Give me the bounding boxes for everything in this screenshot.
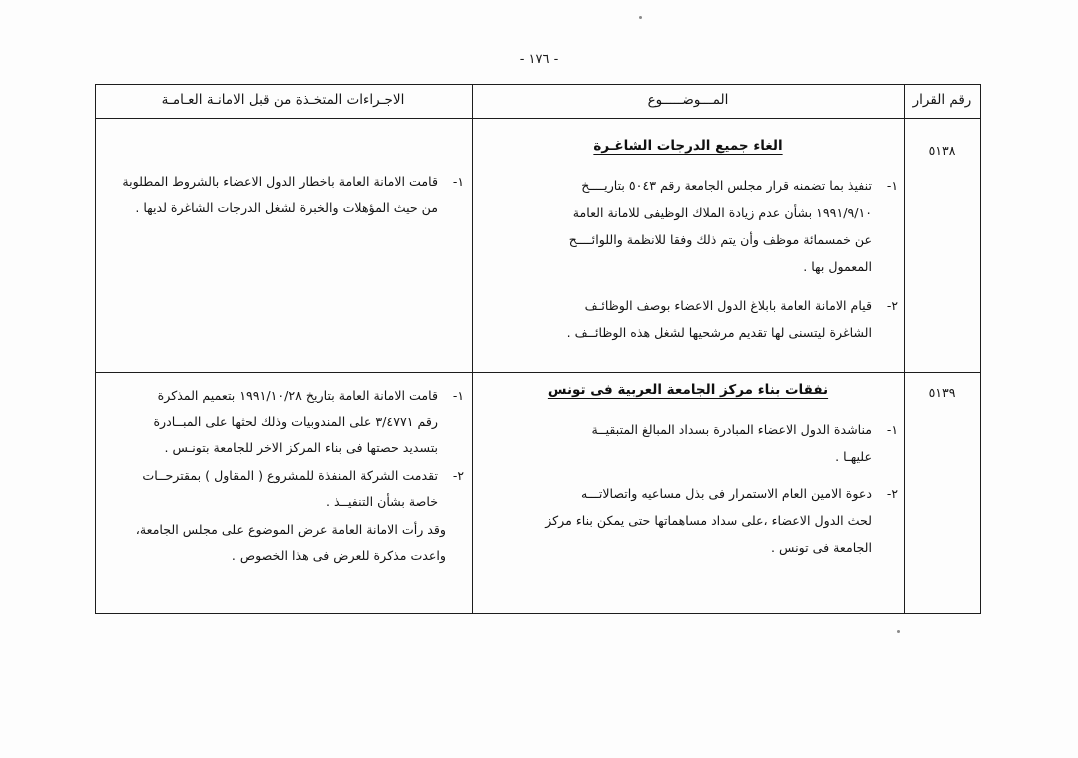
column-decision-number bbox=[904, 85, 980, 613]
row-divider bbox=[96, 372, 980, 373]
table-row-2-decision-number: ٥١٣٩ bbox=[928, 385, 956, 400]
list-item bbox=[106, 383, 464, 461]
table-row-1-subject-title: الغاء جميع الدرجات الشاغـرة bbox=[593, 138, 783, 154]
table-row-1-actions bbox=[106, 169, 464, 229]
page-number: - ١٧٦ - bbox=[519, 52, 559, 67]
list-line: عليهـا . bbox=[835, 449, 872, 464]
list-line: الشاغرة ليتسنى لها تقديم مرشحيها لشغل هذه الوظائــف . bbox=[566, 325, 872, 340]
list-line: خاصة بشأن التنفيــذ . bbox=[325, 494, 438, 509]
list-item bbox=[106, 517, 464, 569]
header-cell-decision bbox=[904, 85, 980, 118]
list-line: المعمول بها . bbox=[803, 259, 872, 274]
table-row-2-subject-list bbox=[478, 416, 898, 561]
list-line: ١٩٩١/٩/١٠ بشأن عدم زيادة الملاك الوظيفى للامانة العامة bbox=[572, 205, 872, 220]
list-marker: ٢- bbox=[886, 486, 898, 501]
table-row-1-subject-list bbox=[478, 172, 898, 346]
table-row-2-subject-title: نفقات بناء مركز الجامعة العربية فى تونس bbox=[547, 382, 829, 398]
list-line: عن خمسمائة موظف وأن يتم ذلك وفقا للانظمة واللوائــــح bbox=[568, 232, 872, 247]
header-divider bbox=[96, 118, 980, 119]
header-cell-actions bbox=[94, 85, 472, 118]
list-item bbox=[106, 169, 464, 221]
list-line: مناشدة الدول الاعضاء المبادرة بسداد المبالغ المتبقيــة bbox=[591, 422, 872, 437]
table-row-1-actions-list bbox=[106, 169, 464, 221]
header-cell-subject bbox=[472, 85, 904, 118]
list-line: من حيث المؤهلات والخبرة لشغل الدرجات الشاغرة لديها . bbox=[135, 200, 438, 215]
list-line: الجامعة فى تونس . bbox=[771, 540, 872, 555]
list-item bbox=[478, 480, 898, 561]
table-row-1-decision-number: ٥١٣٨ bbox=[928, 143, 956, 158]
scan-speck bbox=[897, 630, 900, 633]
list-marker: ١- bbox=[886, 422, 898, 437]
list-item bbox=[478, 416, 898, 470]
list-marker: ٢- bbox=[886, 298, 898, 313]
decisions-table bbox=[95, 84, 981, 614]
list-marker: ٢- bbox=[452, 468, 464, 483]
table-row-2-actions-list bbox=[106, 383, 464, 569]
list-marker: ١- bbox=[452, 388, 464, 403]
list-line: رقم ٣/٤٧٧١ على المندوبيات وذلك لحثها على المبــادرة bbox=[153, 414, 438, 429]
list-line: بتسديد حصتها فى بناء المركز الاخر للجامعة بتونـس . bbox=[164, 440, 438, 455]
list-line: قامت الامانة العامة باخطار الدول الاعضاء بالشروط المطلوبة bbox=[122, 174, 438, 189]
list-line: دعوة الامين العام الاستمرار فى بذل مساعيه واتصالاتـــه bbox=[581, 486, 872, 501]
list-marker: ١- bbox=[452, 174, 464, 189]
table-row-2-actions bbox=[106, 383, 464, 577]
list-item bbox=[478, 172, 898, 280]
list-line: قيام الامانة العامة بابلاغ الدول الاعضاء بوصف الوظائـف bbox=[584, 298, 872, 313]
list-line: قامت الامانة العامة بتاريخ ١٩٩١/١٠/٢٨ بتعميم المذكرة bbox=[157, 388, 438, 403]
list-line: تنفيذ بما تضمنه قرار مجلس الجامعة رقم ٥٠٤٣ بتاريــــخ bbox=[581, 178, 872, 193]
header-label-actions: الاجـراءات المتخـذة من قبل الامانـة العـامـة bbox=[161, 92, 405, 108]
list-line: لحث الدول الاعضاء ،على سداد مساهماتها حتى يمكن بناء مركز bbox=[545, 513, 872, 528]
scan-speck bbox=[639, 16, 642, 19]
list-line: تقدمت الشركة المنفذة للمشروع ( المقاول ) بمقترحــات bbox=[142, 468, 438, 483]
list-line: واعدت مذكرة للعرض فى هذا الخصوص . bbox=[231, 548, 446, 563]
header-label-subject: المـــوضـــــوع bbox=[647, 92, 729, 108]
list-marker: ١- bbox=[886, 178, 898, 193]
table-row-2-subject bbox=[478, 379, 898, 569]
list-item bbox=[106, 463, 464, 515]
header-label-decision: رقم القرار bbox=[912, 92, 972, 108]
list-item bbox=[478, 292, 898, 346]
list-line: وقد رأت الامانة العامة عرض الموضوع على مجلس الجامعة، bbox=[135, 522, 446, 537]
table-row-1-subject bbox=[478, 135, 898, 354]
